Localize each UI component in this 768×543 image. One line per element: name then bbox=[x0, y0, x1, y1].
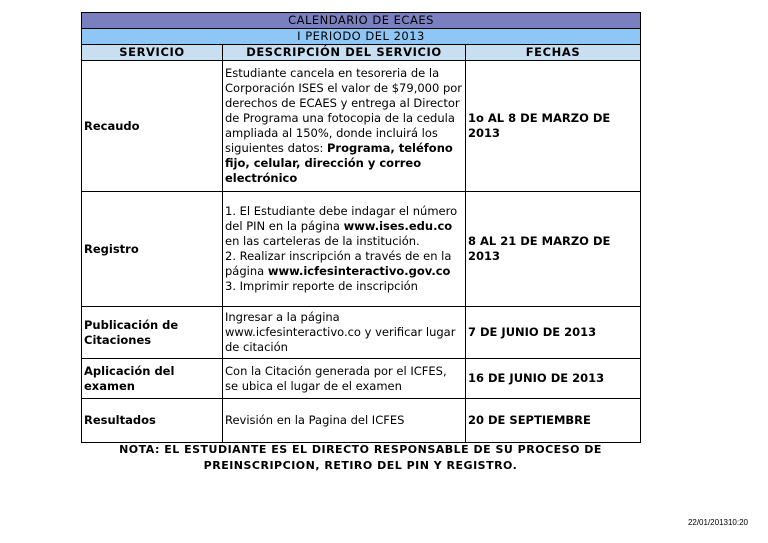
period-subtitle: I PERIODO DEL 2013 bbox=[82, 29, 641, 45]
descripcion-cell bbox=[223, 61, 466, 192]
table-row bbox=[82, 307, 641, 359]
servicio-cell: Aplicación del examen bbox=[82, 359, 223, 399]
ises-link-text: www.ises.edu.co bbox=[343, 219, 453, 233]
fecha-cell: 8 AL 21 DE MARZO DE 2013 bbox=[466, 192, 641, 307]
servicio-cell: Resultados bbox=[82, 399, 223, 443]
table-row bbox=[82, 399, 641, 443]
servicio-cell: Registro bbox=[82, 192, 223, 307]
calendar-title: CALENDARIO DE ECAES bbox=[82, 13, 641, 29]
servicio-cell: Recaudo bbox=[82, 61, 223, 192]
header-descripcion: DESCRIPCIÓN DEL SERVICIO bbox=[223, 45, 466, 61]
fecha-cell: 16 DE JUNIO DE 2013 bbox=[466, 359, 641, 399]
timestamp: 22/01/201310:20 bbox=[687, 518, 748, 527]
fecha-cell: 1o AL 8 DE MARZO DE 2013 bbox=[466, 61, 641, 192]
icfes-link-text: www.icfesinteractivo.gov.co bbox=[267, 264, 451, 278]
servicio-cell: Publicación de Citaciones bbox=[82, 307, 223, 359]
descripcion-text: 1. El Estudiante debe indagar el número del PIN en la página bbox=[225, 204, 458, 233]
calendar-table bbox=[81, 12, 641, 443]
header-fechas: FECHAS bbox=[466, 45, 641, 61]
descripcion-bold-text: Programa, teléfono fijo, celular, dirección y correo electrónico bbox=[225, 141, 453, 185]
descripcion-text: 2. Realizar inscripción a través de en la página bbox=[225, 249, 452, 278]
nota-text bbox=[81, 442, 640, 474]
descripcion-cell: Con la Citación generada por el ICFES, se ubica el lugar de el examen bbox=[223, 359, 466, 399]
descripcion-cell bbox=[223, 192, 466, 307]
header-servicio: SERVICIO bbox=[82, 45, 223, 61]
table-row bbox=[82, 192, 641, 307]
descripcion-cell: Revisión en la Pagina del ICFES bbox=[223, 399, 466, 443]
descripcion-text: en las carteleras de la institución. bbox=[225, 234, 420, 248]
fecha-cell: 20 DE SEPTIEMBRE bbox=[466, 399, 641, 443]
nota-line: PREINSCRIPCION, RETIRO DEL PIN Y REGISTRO. bbox=[203, 459, 518, 472]
table-row bbox=[82, 359, 641, 399]
descripcion-cell: Ingresar a la página www.icfesinteractivo.co y verificar lugar de citación bbox=[223, 307, 466, 359]
table-row bbox=[82, 61, 641, 192]
descripcion-text: 3. Imprimir reporte de inscripción bbox=[225, 279, 418, 293]
descripcion-text: Estudiante cancela en tesoreria de la Corporación ISES el valor de $79,000 por derechos de ECAES y entrega al Director de Programa una fotocopia de la cedula ampliada al 150%, donde incluirá los siguientes datos: bbox=[225, 66, 463, 155]
fecha-cell: 7 DE JUNIO DE 2013 bbox=[466, 307, 641, 359]
nota-line: NOTA: EL ESTUDIANTE ES EL DIRECTO RESPONSABLE DE SU PROCESO DE bbox=[119, 443, 602, 456]
